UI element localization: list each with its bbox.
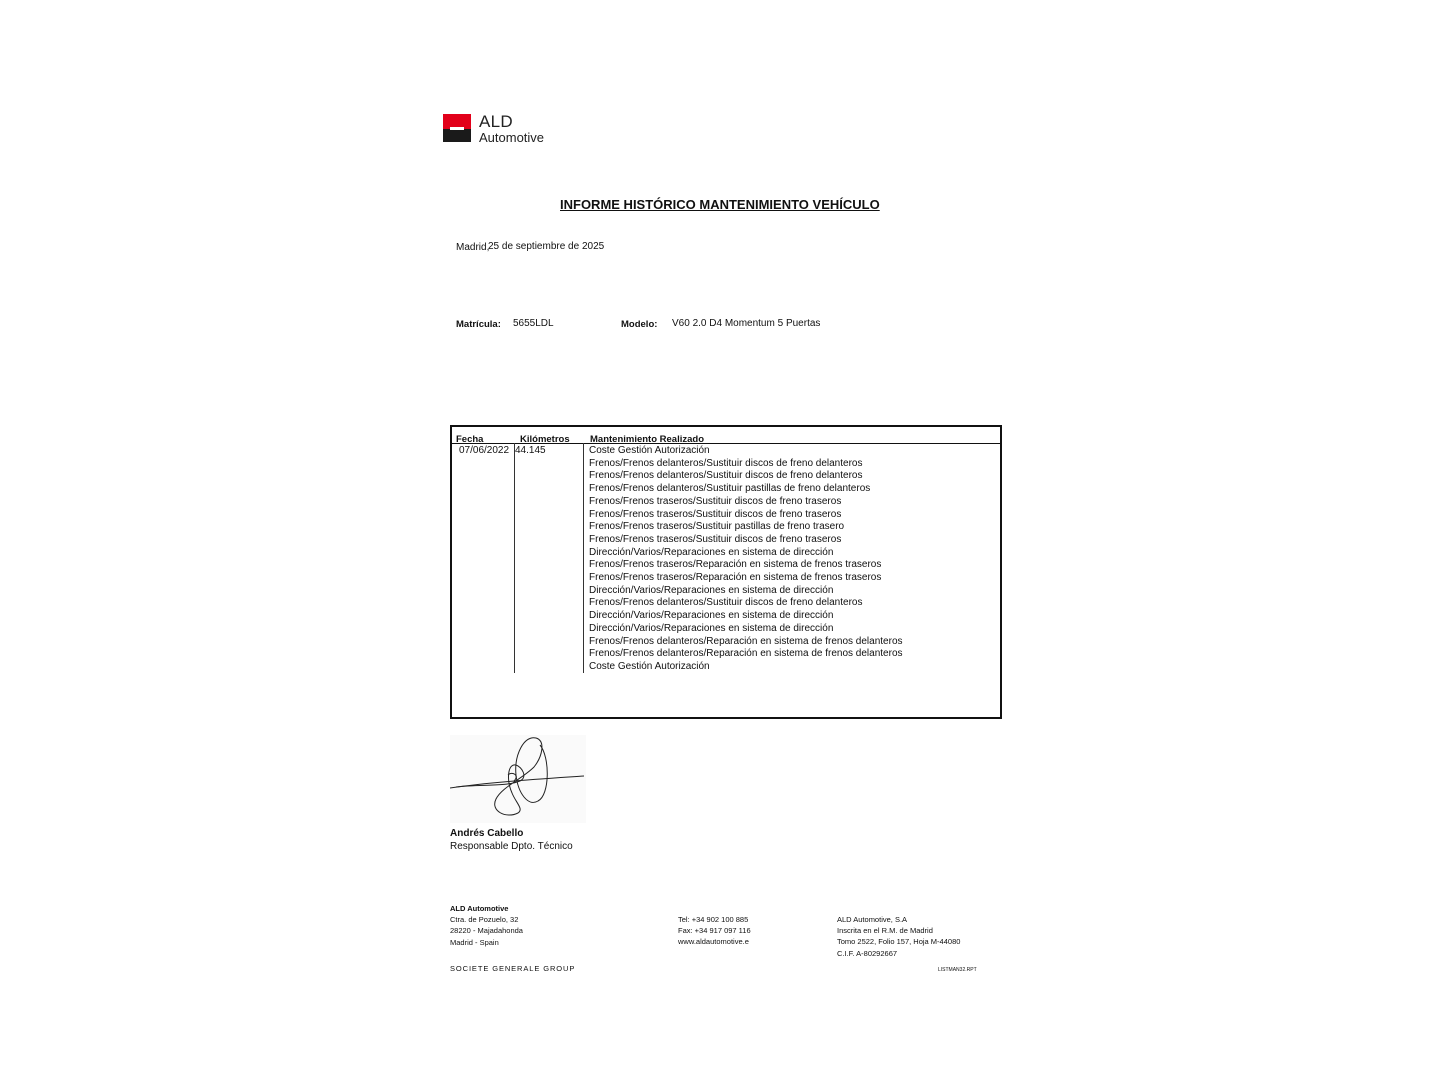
maintenance-item: Coste Gestión Autorización [589,445,710,456]
signer-name: Andrés Cabello [450,828,524,839]
footer-legal-line: C.I.F. A-80292667 [837,948,898,958]
footer-legal [837,914,960,959]
maintenance-item: Frenos/Frenos delanteros/Reparación en sistema de frenos delanteros [589,648,903,660]
societe-generale-group: SOCIETE GENERALE GROUP [450,964,576,973]
footer-address-line: Ctra. de Pozuelo, 32 [450,915,519,925]
report-code: LISTMAN32.RPT [938,967,977,973]
maintenance-item: Dirección/Varios/Reparaciones en sistema de dirección [589,610,834,622]
footer-fax: Fax: +34 917 097 116 [678,926,751,936]
maintenance-item: Frenos/Frenos delanteros/Sustituir discos de freno delanteros [589,470,863,482]
logo-text-ald: ALD [479,112,513,131]
footer-address-line: 28220 - Majadahonda [450,926,523,936]
footer-contact [678,914,751,948]
modelo-label: Modelo: [621,319,658,330]
maintenance-item: Dirección/Varios/Reparaciones en sistema de dirección [589,546,834,558]
page-title: INFORME HISTÓRICO MANTENIMIENTO VEHÍCULO [560,197,880,212]
footer-address-line: Madrid - Spain [450,937,499,947]
maintenance-item: Frenos/Frenos delanteros/Sustituir discos de freno delanteros [589,597,863,609]
maintenance-item: Frenos/Frenos traseros/Reparación en sistema de frenos traseros [589,559,882,571]
ald-logo-icon [443,114,471,142]
maintenance-item: Dirección/Varios/Reparaciones en sistema de dirección [589,584,834,596]
column-divider-2 [583,443,584,673]
matricula-label: Matrícula: [456,319,501,330]
signature-image [450,735,586,823]
matricula-value: 5655LDL [513,318,554,329]
row-kilometros: 44.145 [515,445,546,456]
maintenance-item: Frenos/Frenos delanteros/Sustituir pastillas de freno delanteros [589,483,871,495]
header-kilometros: Kilómetros [520,434,570,445]
footer-company-name: ALD Automotive [450,904,509,913]
maintenance-items-list [589,445,903,674]
column-divider-1 [514,443,515,673]
maintenance-item: Frenos/Frenos traseros/Sustituir discos de freno traseros [589,508,842,520]
maintenance-item: Frenos/Frenos traseros/Sustituir pastillas de freno trasero [589,521,845,533]
maintenance-item: Coste Gestión Autorización [589,660,710,672]
footer-legal-line: Inscrita en el R.M. de Madrid [837,926,933,936]
footer-legal-line: ALD Automotive, S.A [837,915,908,924]
modelo-value: V60 2.0 D4 Momentum 5 Puertas [672,318,821,329]
date-text: 25 de septiembre de 2025 [488,241,605,252]
maintenance-item: Frenos/Frenos delanteros/Reparación en sistema de frenos delanteros [589,635,903,647]
maintenance-item: Dirección/Varios/Reparaciones en sistema de dirección [589,622,834,634]
maintenance-item: Frenos/Frenos traseros/Sustituir discos de freno traseros [589,495,842,507]
footer-legal-line: Tomo 2522, Folio 157, Hoja M-44080 [837,937,961,947]
maintenance-item: Frenos/Frenos delanteros/Sustituir discos de freno delanteros [589,457,863,469]
maintenance-item: Frenos/Frenos traseros/Reparación en sistema de frenos traseros [589,572,882,584]
row-fecha: 07/06/2022 [459,445,510,456]
signer-role: Responsable Dpto. Técnico [450,841,573,852]
maintenance-table [450,425,1002,719]
logo-text-automotive: Automotive [479,130,545,145]
maintenance-item: Frenos/Frenos traseros/Sustituir discos de freno traseros [589,533,842,545]
header-fecha: Fecha [456,434,484,445]
header-mantenimiento: Mantenimiento Realizado [590,434,705,445]
footer-phone: Tel: +34 902 100 885 [678,915,749,924]
date-city: Madrid, [456,242,490,253]
footer-website: www.aldautomotive.e [678,937,749,947]
footer-company-address [450,903,523,948]
